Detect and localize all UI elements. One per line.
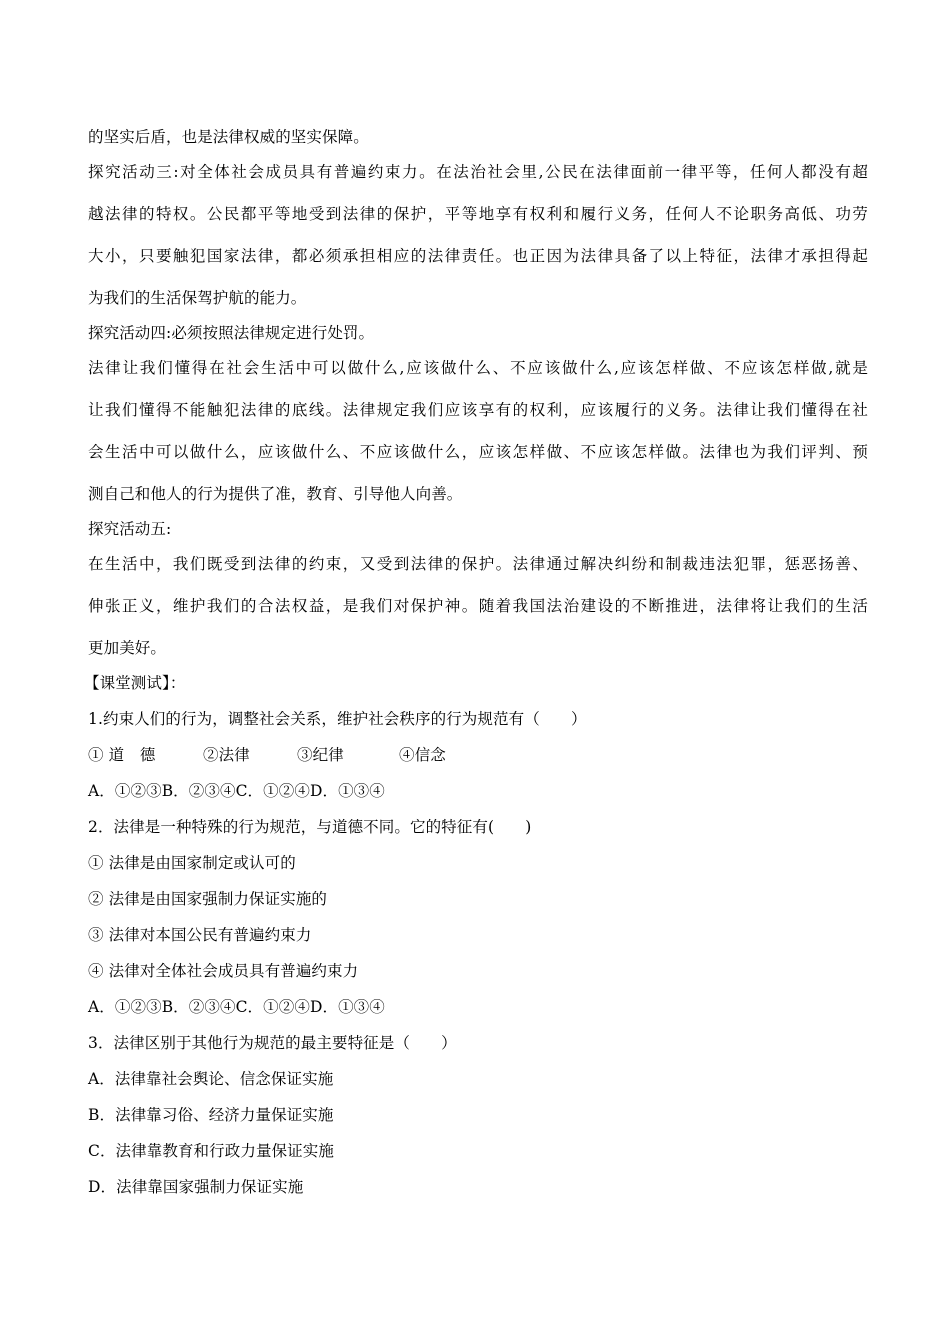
answer-choices: A．①②③B．②③④C．①②④D．①③④ <box>88 998 385 1016</box>
paragraph-line: 大小，只要触犯国家法律，都必须承担相应的法律责任。也正因为法律具备了以上特征，法律才承担得起 <box>88 247 868 265</box>
paragraph-line: 测自己和他人的行为提供了准，教育、引导他人向善。 <box>88 485 463 503</box>
paragraph-line: 为我们的生活保驾护航的能力。 <box>88 289 307 307</box>
paragraph-line: 越法律的特权。公民都平等地受到法律的保护，平等地享有权利和履行义务，任何人不论职务高低、功劳 <box>88 205 868 223</box>
item: ① 道 德 <box>88 746 156 764</box>
paragraph-line: 更加美好。 <box>88 639 167 657</box>
answer-option: C．法律靠教育和行政力量保证实施 <box>88 1142 334 1160</box>
paragraph-line: 探究活动三:对全体社会成员具有普遍约束力。在法治社会里,公民在法律面前一律平等，任何人都没有超 <box>88 163 868 181</box>
paragraph-line: 在生活中，我们既受到法律的约束，又受到法律的保护。法律通过解决纠纷和制裁违法犯罪，惩恶扬善、 <box>88 555 868 573</box>
question-stem: 1.约束人们的行为，调整社会关系，维护社会秩序的行为规范有（ ） <box>88 710 587 728</box>
section-heading: 探究活动四:必须按照法律规定进行处罚。 <box>88 324 375 342</box>
question-item: ② 法律是由国家强制力保证实施的 <box>88 890 328 908</box>
question-stem: 2．法律是一种特殊的行为规范，与道德不同。它的特征有( ) <box>88 818 532 836</box>
paragraph-line: 法律让我们懂得在社会生活中可以做什么,应该做什么、不应该做什么,应该怎样做、不应该怎样做,就是 <box>88 359 868 377</box>
test-heading: 【课堂测试】： <box>84 674 186 692</box>
question-item: ③ 法律对本国公民有普遍约束力 <box>88 926 312 944</box>
paragraph-line: 伸张正义，维护我们的合法权益，是我们对保护神。随着我国法治建设的不断推进，法律将让我们的生活 <box>88 597 868 615</box>
item: ②法律 <box>203 746 250 764</box>
paragraph-line: 让我们懂得不能触犯法律的底线。法律规定我们应该享有的权利，应该履行的义务。法律让我们懂得在社 <box>88 401 868 419</box>
section-heading: 探究活动五: <box>88 520 172 538</box>
paragraph-line: 会生活中可以做什么，应该做什么、不应该做什么，应该怎样做、不应该怎样做。法律也为我们评判、预 <box>88 443 868 461</box>
question-items <box>88 745 868 765</box>
answer-choices: A．①②③B．②③④C．①②④D．①③④ <box>88 782 385 800</box>
answer-option: B．法律靠习俗、经济力量保证实施 <box>88 1106 334 1124</box>
item: ③纪律 <box>297 746 344 764</box>
item: ④信念 <box>399 746 446 764</box>
question-item: ① 法律是由国家制定或认可的 <box>88 854 296 872</box>
question-stem: 3．法律区别于其他行为规范的最主要特征是（ ） <box>88 1034 457 1052</box>
question-item: ④ 法律对全体社会成员具有普遍约束力 <box>88 962 359 980</box>
answer-option: D．法律靠国家强制力保证实施 <box>88 1178 304 1196</box>
answer-option: A．法律靠社会舆论、信念保证实施 <box>88 1070 334 1088</box>
paragraph-line: 的坚实后盾，也是法律权威的坚实保障。 <box>88 128 369 146</box>
